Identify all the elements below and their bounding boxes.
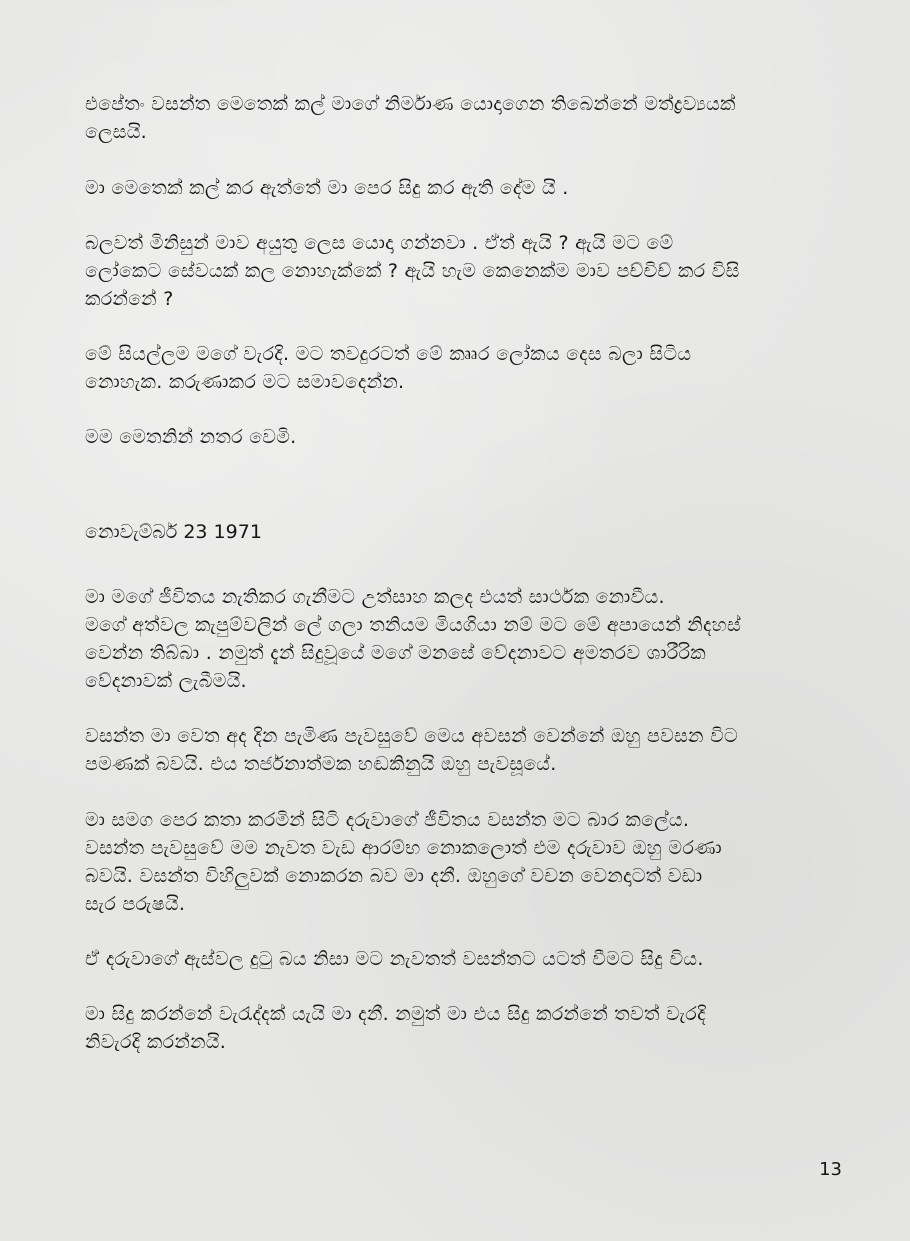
paragraph-6-line-1: මා මගේ ජීවිතය නැතිකර ගැනීමට උත්සාහ කලද එයත් සාර්ථක නොවීය. [85, 586, 665, 608]
paragraph-9-line-1: ඒ දරුවාගේ ඇස්වල දුටු බය නිසා මට නැවතත් වසන්තට යටත් වීමට සිදු විය. [85, 948, 704, 970]
paragraph-6-line-3: වෙන්න තිබ්බා . නමුත් දැන් සිදුවූයේ මගේ මනසේ වේදනාවට අමතරව ශාරීරික [85, 642, 707, 664]
paragraph-1-line-2: ලෙසයි. [85, 121, 147, 143]
paragraph-10-line-2: නිවැරදි කරන්නයි. [85, 1031, 227, 1053]
paragraph-8-line-3: බවයි. වසන්ත විහිලුවක් නොකරන බව මා දනී. ඔහුගේ වචන වෙනදාටත් වඩා [85, 865, 703, 887]
paragraph-10-line-1: මා සිදු කරන්නේ වැරැද්දක් යැයි මා දනී. නමුත් මා එය සිදු කරන්නේ තවත් වැරදි [85, 1003, 706, 1025]
paragraph-3-line-2: ලෝකෙට සේවයක් කල නොහැක්කේ ? ඇයි හැම කෙනෙක්ම මාව පච්චිච් කර විසි [85, 260, 740, 282]
page-number: 13 [819, 1159, 842, 1180]
paragraph-7-line-1: වසන්ත මා වෙත අද දින පැමිණ පැවසුවේ මෙය අවසන් වෙන්නේ ඔහු පවසන විට [85, 725, 739, 747]
paragraph-7-line-2: පමණක් බවයි. එය තර්ජනාත්මක හඬකිනුයි ඔහු පැවසූයේ. [85, 753, 557, 775]
paragraph-6-line-2: මගේ අත්වල කැපුම්වලින් ලේ ගලා තනියම මියගියා නම් මට මේ අපායෙන් නිදහස් [85, 614, 741, 636]
paragraph-8-line-4: සැර පරුෂයි. [85, 893, 186, 915]
paragraph-8-line-2: වසන්ත පැවසුවේ මම නැවත වැඩ ආරම්භ නොකලොත් එම දරුවාව ඔහු මරණා [85, 837, 722, 859]
paragraph-3-line-3: කරන්නේ ? [85, 288, 174, 310]
paragraph-5-line-1: මම මෙතනින් නතර වෙමි. [85, 426, 297, 448]
date-heading: නොවැම්බර් 23 1971 [85, 521, 262, 543]
paragraph-2-line-1: මා මෙතෙක් කල් කර ඇත්තේ මා පෙර සිදු කර ඇති දේම යි . [85, 177, 569, 199]
paragraph-3-line-1: බලවත් මිනිසුන් මාව අයුතු ලෙස යොදා ගන්නවා . ඒත් ඇයි ? ඇයි මට මේ [85, 232, 674, 254]
paragraph-4-line-1: මේ සියල්ලම මගේ වැරදි. මට තවදුරටත් මේ කෲර ලෝකය දෙස බලා සිටිය [85, 343, 692, 365]
paragraph-6-line-4: වේදනාවක් ලැබීමයි. [85, 670, 247, 692]
paragraph-4-line-2: නොහැක. කරුණාකර මට සමාවදෙන්න. [85, 371, 405, 393]
paragraph-8-line-1: මා සමග පෙර කතා කරමින් සිටි දරුවාගේ ජීවිතය වසන්ත මට බාර කලේය. [85, 809, 690, 831]
paragraph-1-line-1: එපේතං වසන්ත මෙතෙක් කල් මාගේ නිර්මාණ යොදාගෙන තිබෙන්නේ මත්ද්‍රව්‍යයක් [85, 93, 736, 115]
